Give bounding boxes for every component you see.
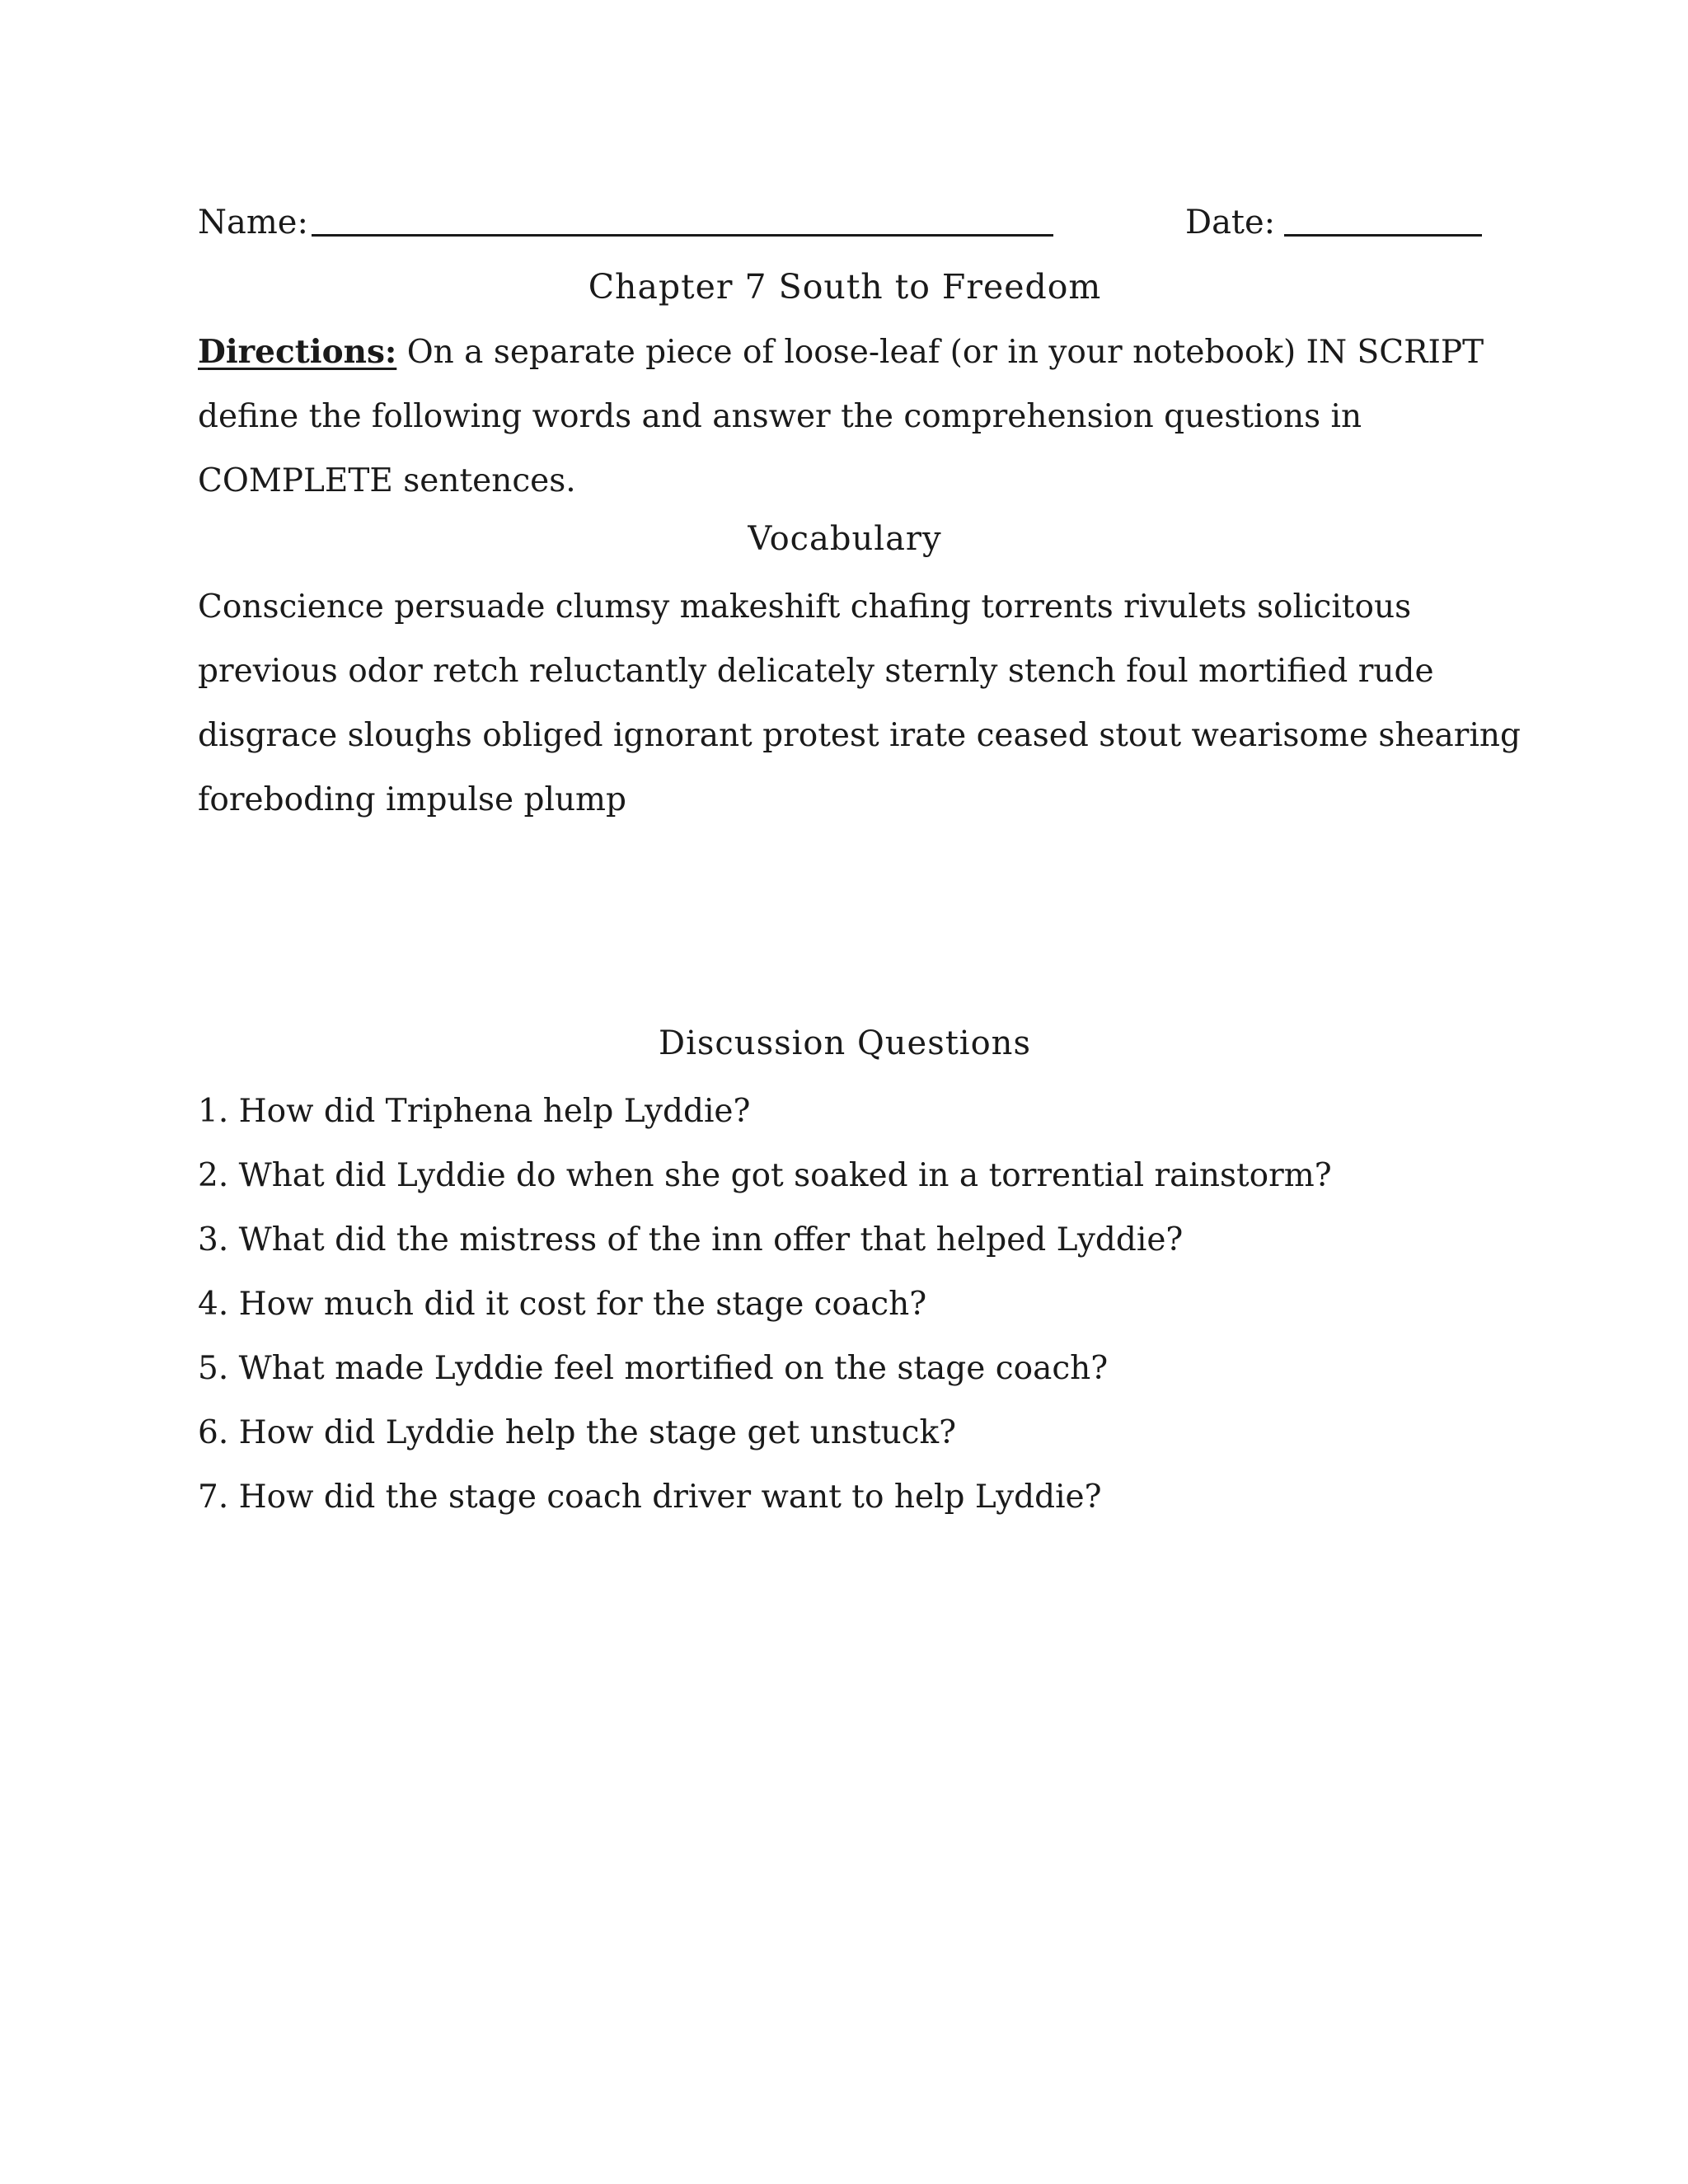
name-label: Name:: [198, 204, 308, 241]
worksheet-title: Chapter 7 South to Freedom: [588, 267, 1102, 307]
question-item: 4. How much did it cost for the stage coach?: [198, 1286, 927, 1323]
question-item: 5. What made Lyddie feel mortified on the stage coach?: [198, 1350, 1109, 1387]
worksheet-page: [198, 198, 1521, 1516]
question-item: 6. How did Lyddie help the stage get unstuck?: [198, 1414, 957, 1451]
date-label: Date:: [1185, 204, 1276, 241]
question-item: 1. How did Triphena help Lyddie?: [198, 1093, 751, 1130]
vocabulary-line: foreboding impulse plump: [198, 781, 627, 818]
vocabulary-line: previous odor retch reluctantly delicately sternly stench foul mortified rude: [198, 653, 1434, 690]
discussion-questions-list: [198, 1080, 1492, 1530]
directions-paragraph: [198, 320, 1492, 513]
directions-text: On a separate piece of loose-leaf (or in your notebook) IN SCRIPT define the following words and answer the comprehension questions in COMPLETE sentences.: [198, 334, 1484, 499]
vocabulary-list: [198, 575, 1521, 832]
directions-label: Directions:: [198, 333, 397, 371]
question-item: 2. What did Lyddie do when she got soaked in a torrential rainstorm?: [198, 1157, 1332, 1194]
question-item: 7. How did the stage coach driver want to help Lyddie?: [198, 1479, 1102, 1516]
vocabulary-line: Conscience persuade clumsy makeshift chafing torrents rivulets solicitous: [198, 588, 1412, 626]
discussion-heading: Discussion Questions: [659, 1024, 1031, 1062]
name-date-row: [198, 198, 1492, 247]
vocabulary-line: disgrace sloughs obliged ignorant protest irate ceased stout wearisome shearing: [198, 717, 1521, 754]
vocabulary-heading: Vocabulary: [748, 520, 942, 558]
date-blank-line: [1284, 234, 1482, 237]
name-blank-line: [312, 234, 1053, 237]
question-item: 3. What did the mistress of the inn offer that helped Lyddie?: [198, 1221, 1184, 1258]
